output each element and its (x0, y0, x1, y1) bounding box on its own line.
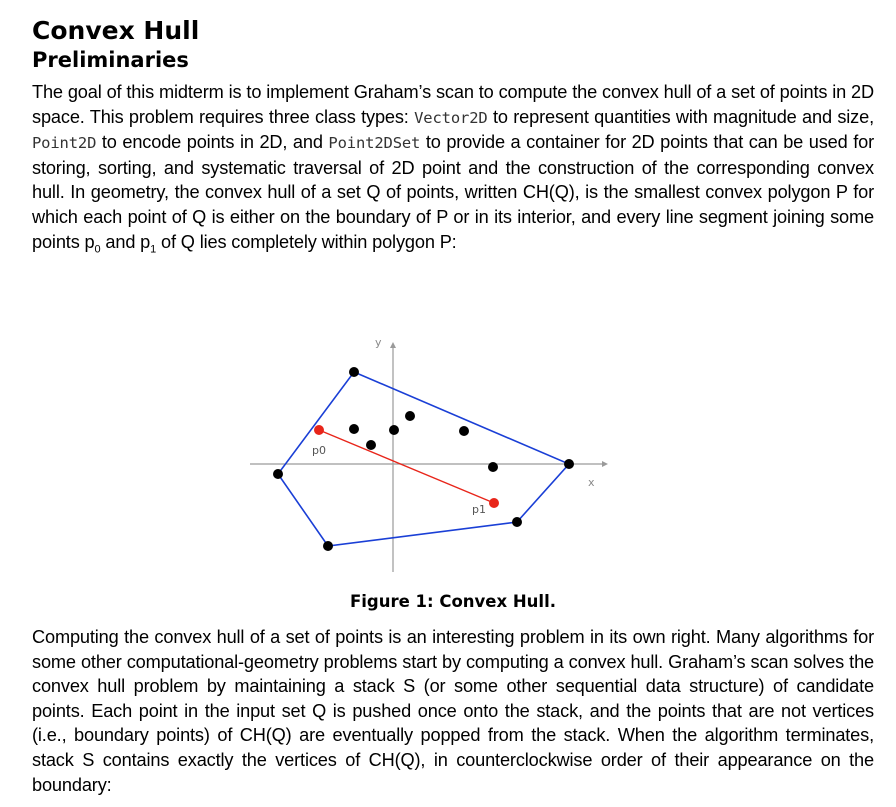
subsection-title: Preliminaries (32, 48, 189, 72)
y-axis-label: y (375, 336, 382, 349)
segment-p0-p1 (319, 430, 494, 503)
point (488, 462, 498, 472)
point (564, 459, 574, 469)
section-title: Convex Hull (32, 16, 200, 45)
code-point2dset: Point2DSet (328, 134, 421, 153)
point-p1 (489, 498, 499, 508)
point (349, 367, 359, 377)
hull-polygon (278, 372, 569, 546)
p0-label: p0 (312, 444, 326, 457)
point (323, 541, 333, 551)
intro-paragraph: The goal of this midterm is to implement Graham’s scan to compute the convex hull of a set of points in 2D space. This problem requires three class types: Vector2D to represent quantities with magnitude and size, Point2D to encode points in 2D, and Point2DSet to provide a container for 2D points that can be used for storing, sorting, and systematic traversal of 2D point and the construction of the corresponding convex hull. In geometry, the convex hull of a set Q of points, written CH(Q), is the smallest convex polygon P for which each point of Q is either on the boundary of P or in its interior, and every line segment joining some points $p_0$ and $p_1$ of Q lies completely within polygon P: (32, 82, 874, 256)
document-page (32, 16, 874, 795)
body-paragraph-2: Computing the convex hull of a set of points is an interesting problem in its own right. Many algorithms for some other computational-geometry problems start by computing a convex hull. Graham’s scan solves the convex hull problem by maintaining a stack S (or some other sequential data structure) of candidate points. Each point in the input set Q is pushed once onto the stack, and the points that are not vertices (i.e., boundary points) of CH(Q) are eventually popped from the stack. When the algorithm terminates, stack S contains exactly the vertices of CH(Q), in counterclockwise order of their appearance on the boundary: (32, 627, 874, 795)
x-axis-label: x (588, 476, 595, 489)
figure-caption: Figure 1: Convex Hull. (349, 592, 557, 611)
point (349, 424, 359, 434)
convex-hull-figure (32, 306, 874, 606)
x-axis-arrow (602, 461, 608, 467)
point (366, 440, 376, 450)
point (273, 469, 283, 479)
point (405, 411, 415, 421)
point (512, 517, 522, 527)
code-point2d: Point2D (32, 134, 97, 153)
convex-hull-diagram (32, 306, 874, 596)
p1-label: p1 (472, 503, 486, 516)
point-set (273, 367, 574, 551)
point-p0 (314, 425, 324, 435)
code-vector2d: Vector2D (414, 108, 488, 127)
point (459, 426, 469, 436)
point (389, 425, 399, 435)
y-axis-arrow (390, 342, 396, 348)
